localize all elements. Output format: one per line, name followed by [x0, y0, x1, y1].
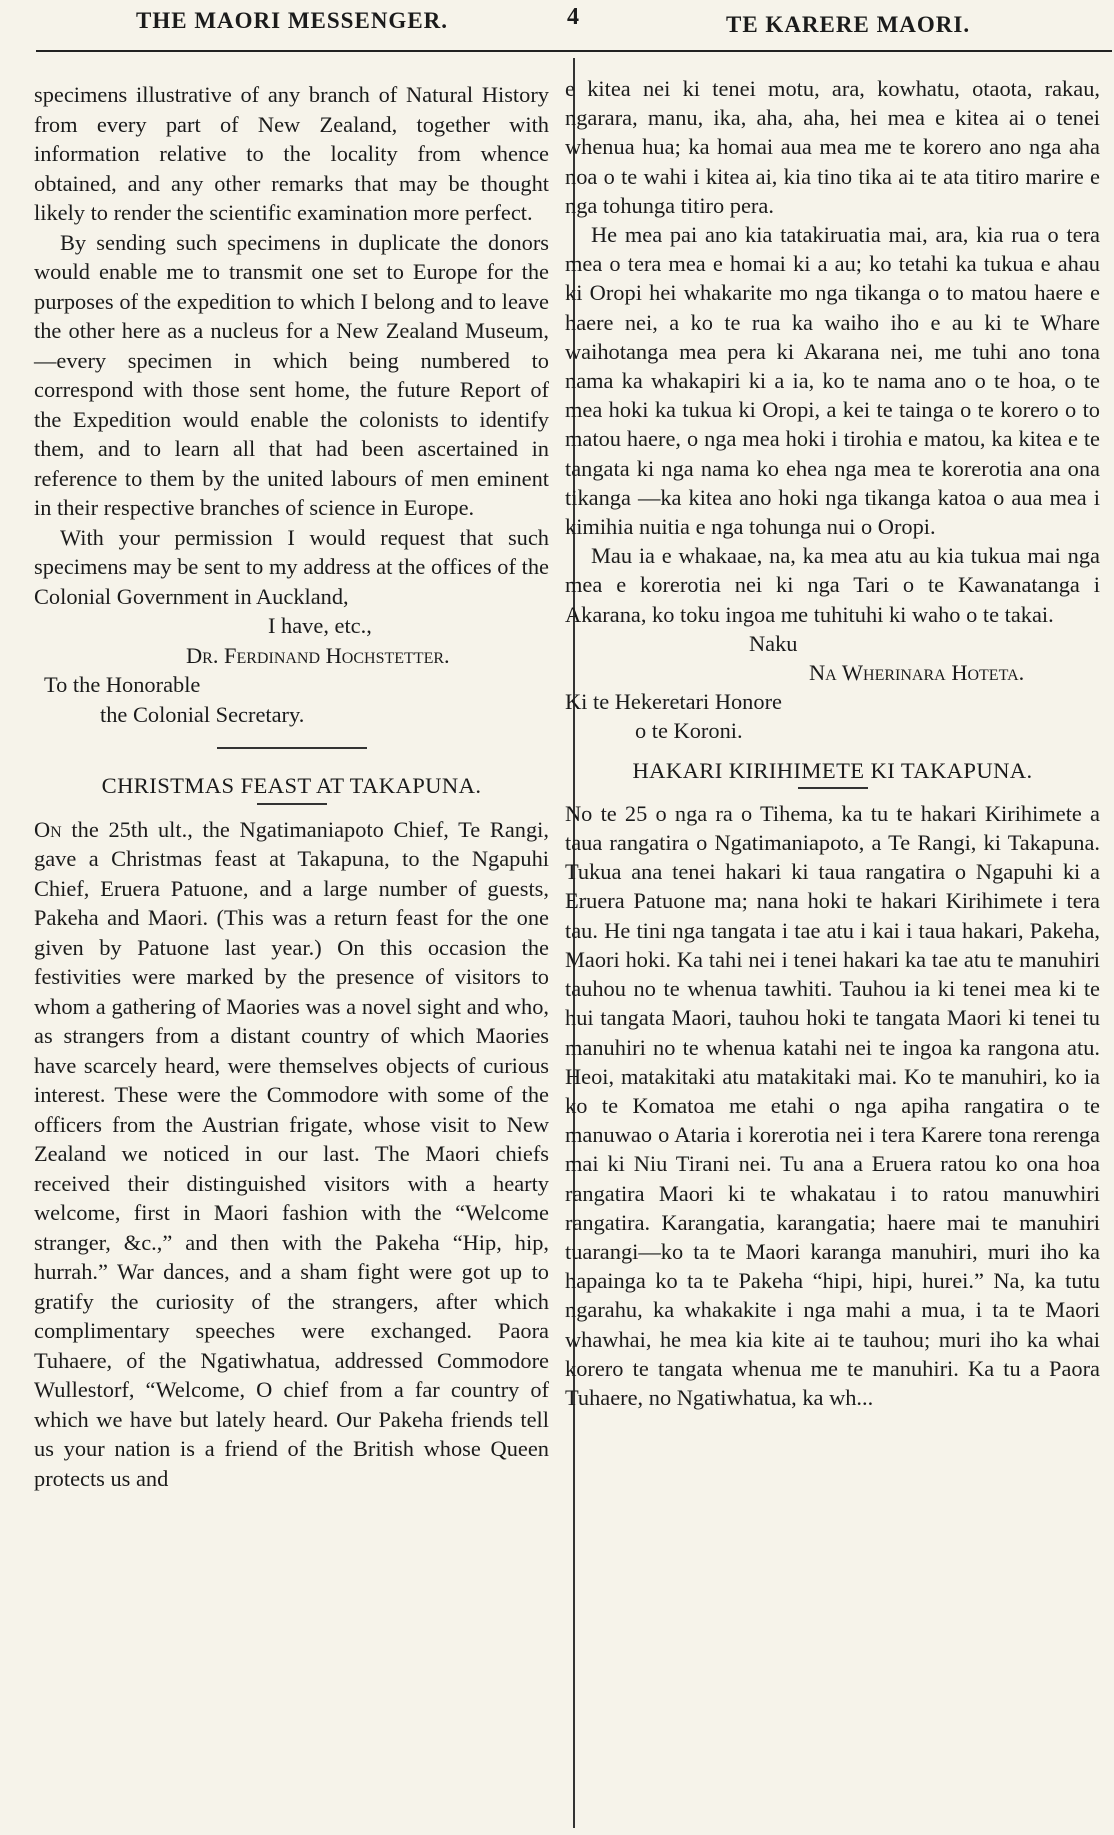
letter-addressee-title: the Colonial Secretary. — [100, 701, 305, 727]
letter-paragraph-1: specimens illustrative of any branch of Natural History from every part of New Zealand, together with information relative to the locality from whence obtained, and any other remarks that may be thought likely to render the scientific examination more perfect. — [34, 82, 549, 225]
letter-paragraph-2: By sending such specimens in duplicate the donors would enable me to transmit one set to Europe for the purposes of the expedition to which I belong and to leave the other here as a nucleus for a New Zealand Museum,—every specimen in which being numbered to correspond with those sent home, the future Report of the Expedition would enable the colonists to identify them, and to learn all that had been ascertained in reference to them by the united labours of men eminent in their respective branches of science in Europe. — [34, 229, 549, 520]
reta-addressee-title: o te Koroni. — [635, 718, 743, 744]
page-number: 4 — [567, 4, 579, 30]
reta-closing: Naku — [749, 630, 798, 656]
english-column — [34, 80, 549, 1493]
reta-paragraph-3: Mau ia e whakaae, na, ka mea atu au kia tukua mai nga mea e korerotia nei ki nga Tari o te Kawanatanga i Akarana, ko toku ingoa me tuhituhi ki waho o te takai. — [565, 543, 1100, 627]
letter-closing: I have, etc., — [268, 613, 372, 638]
article-body-text: the 25th ult., the Ngatimaniapoto Chief, Te Rangi, gave a Christmas feast at Takapuna, to the Ngapuhi Chief, Eruera Patuone, and a large number of guests, Pakeha and Maori. (This was a return feast for the one given by Patuone last year.) On this occasion the festivities were marked by the presence of visitors to whom a gathering of Maories was a novel sight and who, as strangers from a distant country of which Maories have scarcely heard, were themselves objects of curious interest. These were the Commodore with some of the officers from the Austrian frigate, whose visit to New Zealand we noticed in our last. The Maori chiefs received their distinguished visitors with a hearty welcome, first in Maori fashion with the “Welcome stranger, &c.,” and then with the Pakeha “Hip, hip, hurrah.” War dances, and a sham fight were got up to gratify the curiosity of the strangers, after which complimentary speeches were exchanged. Paora Tuhaere, of the Ngatiwhatua, addressed Commodore Wullestorf, “Welcome, O chief from a far country of which we have but lately heard. Our Pakeha friends tell us your nation is a friend of the British whose Queen protects us and — [34, 816, 549, 1491]
letter-addressee: To the Honorable — [44, 672, 201, 697]
reta-signature: Na Wherinara Hoteta. — [809, 660, 1025, 686]
header-english-title: THE MAORI MESSENGER. — [136, 8, 449, 33]
letter-signature: Dr. Ferdinand Hochstetter. — [186, 642, 450, 668]
reta-paragraph-2: He mea pai ano kia tatakiruatia mai, ara, kia rua o tera mea o tera mea e homai ki a au; ko tetahi ka tukua e ahau ki Oropi hei whakarite mo nga tikanga o to matou haere e haere nei, a ko te rua ka waiho iho e au ki te Whare waihotanga mea pera ki Akarana nei, me tuhi ano tona nama ka whakapiri ki a ia, ko te nama ano o te hoa, o te mea hoki ka tukua ki Oropi, a kei te tainga o te korero o to matou haere, o nga mea hoki i tirohia e matou, ka kitea e te tangata ki nga nama ko ehea nga mea te korerotia ana ona tikanga —ka kitea ano hoki nga tikanga katoa o aua mea i kimihia nuitia e nga tohunga nui o Oropi. — [565, 222, 1100, 540]
pitopito-title: HAKARI KIRIHIMETE KI TAKAPUNA. — [632, 757, 1033, 783]
reta-addressee: Ki te Hekeretari Honore — [565, 689, 782, 715]
running-header — [0, 2, 1114, 42]
letter-paragraph-3: With your permission I would request that such specimens may be sent to my address at the offices of the Colonial Government in Auckland, — [34, 524, 549, 609]
pitopito-title-underline — [798, 787, 868, 789]
maori-column — [565, 74, 1100, 1412]
pitopito-body: No te 25 o nga ra o Tihema, ka tu te hakari Kirihimete a taua rangatira o Ngatimaniapoto, a Te Rangi, ki Takapuna. Tukua ana tenei hakari ki taua rangatira o Ngapuhi ki a Eruera Patuone ma; nana hoki te hakari Kirihimete i tera tau. He tini nga tangata i tae atu i kai i taua hakari, Pakeha, Maori hoki. Ka tahi nei i tenei hakari ka tae atu te manuhiri tauhou no te whenua tawhiti. Tauhou ia ki tenei mea ki te hui tangata Maori, tauhou hoki te tangata Maori ki tenei tu manuhiri no te whenua katahi nei te ingoa ka rangona atu. Heoi, matakitaki atu matakitaki mai. Ko te manuhiri, ko ia ko te Komatoa me etahi o nga apiha rangatira o te manuwao o Ataria i korerotia nei i tera Karere tona rerenga mai ki Niu Tirani nei. Tu ana a Eruera ratou ko ona hoa rangatira Maori ki te whakatau i to ratou manuwhiri rangatira. Karangatia, karangatia; haere mai te manuhiri tuarangi—ko ta te Maori karanga manuhiri, muri iho ka hapainga ko ta te Pakeha “hipi, hipi, hurei.” Na, ka tutu ngarahu, ka whakakite i nga mahi a mua, i ta te Maori whawhai, he mea kia kite ai te tauhou; muri iho ka whai korero te tangata whenua me te manuhiri. Ka tu a Paora Tuhaere, no Ngatiwhatua, ka wh... — [565, 800, 1100, 1410]
article-lead-word: On — [34, 816, 62, 842]
header-rule — [36, 50, 1112, 52]
header-maori-title: TE KARERE MAORI. — [726, 12, 971, 37]
article-body — [34, 815, 549, 1494]
reta-paragraph-1: e kitea nei ki tenei motu, ara, kowhatu, otaota, rakau, ngarara, manu, ika, aha, aha, hei mea e kitea ai o tenei whenua hua; ka homai aua mea me te korero ano nga aha noa o te wahi i kitea ai, kia tino tika ai te ata titiro marire e nga tohunga titiro pera. — [565, 76, 1100, 218]
section-divider — [217, 747, 367, 749]
title-underline — [257, 803, 327, 805]
article-title: CHRISTMAS FEAST AT TAKAPUNA. — [101, 773, 482, 798]
